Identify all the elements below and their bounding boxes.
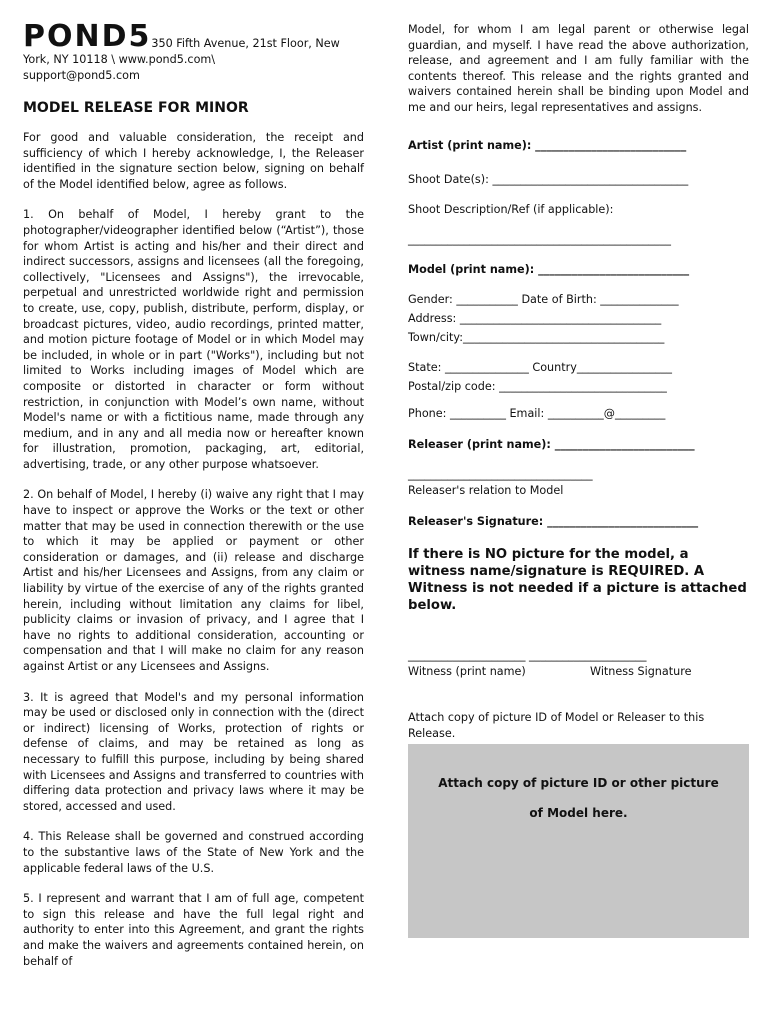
- releaser-relation-label: Releaser's relation to Model: [408, 483, 564, 497]
- document-title: MODEL RELEASE FOR MINOR: [23, 100, 249, 116]
- left-column: [23, 19, 364, 984]
- witness-labels: [408, 664, 749, 680]
- photo-box-line-1: Attach copy of picture ID or other picture: [438, 776, 719, 790]
- witness-warning: If there is NO picture for the model, a witness name/signature is REQUIRED. A Witness is not needed if a picture is attached below.: [408, 546, 747, 613]
- clause-5: 5. I represent and warrant that I am of full age, competent to sign this release and have the full legal right and authority to enter into this Agreement, and grant the rights and make the waivers and agreements contained herein, on behalf of: [23, 892, 364, 968]
- pond5-logo: POND5: [23, 19, 152, 54]
- shoot-date-field[interactable]: Shoot Date(s): ___________________________________: [408, 172, 689, 186]
- website-link[interactable]: www.pond5.com\: [118, 53, 216, 66]
- town-field[interactable]: Town/city:____________________________________: [408, 330, 665, 344]
- clause-1: 1. On behalf of Model, I hereby grant to the photographer/videographer identified below (“Artist”), those for whom Artist is acting and his/her and their direct and indirect successors, assigns and licensees (all the foregoing, collectively, "Licensees and Assigns"), the irrevocable, perpetual and unrestricted worldwide right and permission to create, use, copy, publish, distribute, perform, display, or broadcast pictures, video, audio recordings, printed matter, and motion picture footage of Model or in which Model may be included, in whole or in part ("Works"), including but not limited to Works including images of Model which are composite or distorted in character or form without restriction, in conjunction with Model’s own name, without Model's name or with a fictitious name, made through any medium, and in any and all media now or hereafter known for illustration, promotion, packaging, art, editorial, advertising, trade, or any other purpose whatsoever.: [23, 208, 364, 471]
- photo-box-line-2: of Model here.: [529, 806, 628, 820]
- witness-signature-label: Witness Signature: [590, 664, 692, 678]
- releaser-name-field[interactable]: Releaser (print name): _________________________: [408, 437, 695, 451]
- releaser-relation-field[interactable]: _________________________________: [408, 467, 593, 481]
- artist-name-field[interactable]: Artist (print name): ___________________________: [408, 138, 687, 152]
- address-field[interactable]: Address: ____________________________________: [408, 311, 662, 325]
- postal-code-field[interactable]: Postal/zip code: ______________________________: [408, 379, 667, 393]
- shoot-description-label: Shoot Description/Ref (if applicable):: [408, 202, 614, 216]
- company-address: 350 Fifth Avenue, 21st Floor, New York, NY 10118 \: [23, 37, 340, 66]
- attach-note: Attach copy of picture ID of Model or Releaser to this Release.: [408, 710, 705, 740]
- clause-4: 4. This Release shall be governed and construed according to the substantive laws of the State of New York and the applicable federal laws of the U.S.: [23, 830, 364, 875]
- clause-5-continued: Model, for whom I am legal parent or otherwise legal guardian, and myself. I have read the above authorization, release, and agreement and I am fully familiar with the contents thereof. This release and the rights granted and waivers contained herein shall be binding upon Model and me and our heirs, legal representatives and assigns.: [408, 23, 749, 114]
- intro-paragraph: For good and valuable consideration, the receipt and sufficiency of which I hereby acknowledge, I, the Releaser identified in the signature section below, signing on behalf of the Model identified below, agree as follows.: [23, 131, 364, 191]
- support-email: support@pond5.com: [23, 69, 140, 82]
- shoot-description-field[interactable]: _______________________________________________: [408, 232, 671, 246]
- letterhead: [23, 19, 364, 84]
- model-name-field[interactable]: Model (print name): ___________________________: [408, 262, 690, 276]
- clause-2: 2. On behalf of Model, I hereby (i) waive any right that I may have to inspect or approve the Works or the text or other matter that may be used in connection therewith or the use to which it may be applied or payment or other consideration or damages, and (ii) release and discharge Artist and his/her Licensees and Assigns, from any claim or liability by virtue of the exercise of any of the rights granted herein, including without limitation any claims for libel, publicity claims or invasion of privacy, and I agree that I have no rights to additional consideration, accounting or compensation and that I will make no claim for any reason against Artist or any Licensees and Assigns.: [23, 488, 364, 673]
- right-column: [408, 22, 749, 742]
- photo-attachment-box: [408, 744, 749, 938]
- state-country-field[interactable]: State: _______________ Country_________________: [408, 360, 672, 374]
- gender-dob-field[interactable]: Gender: ___________ Date of Birth: ______________: [408, 292, 679, 306]
- clause-3: 3. It is agreed that Model's and my personal information may be used or disclosed only in connection with the (direct or indirect) licensing of Works, protection of rights or defense of claims, and may be retained as long as necessary to fulfill this purpose, including by being shared with Licensees and Assigns and transferred to countries with differing data protection and privacy laws where it may be stored, accessed and used.: [23, 690, 364, 813]
- releaser-signature-field[interactable]: Releaser's Signature: ___________________________: [408, 514, 699, 528]
- phone-email-field[interactable]: Phone: __________ Email: __________@_________: [408, 406, 666, 420]
- witness-name-label: Witness (print name): [408, 664, 526, 678]
- witness-lines[interactable]: _____________________ _____________________: [408, 648, 647, 662]
